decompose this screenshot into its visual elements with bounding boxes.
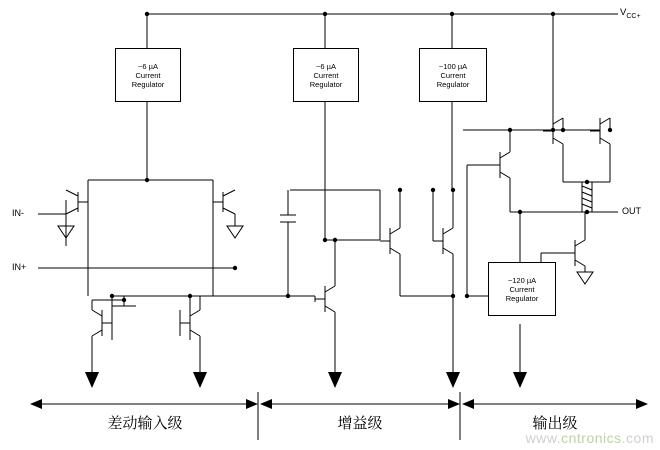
reg-line3: Regulator <box>131 79 165 89</box>
stage-output-label: 输出级 <box>532 415 578 432</box>
reg-line2: Current <box>135 70 161 80</box>
reg-line3: Regulator <box>436 79 470 89</box>
watermark-prefix: www. <box>525 430 562 446</box>
vcc-subscript: CC+ <box>626 12 641 20</box>
vcc-label <box>620 7 641 20</box>
reg-line2: Current <box>440 70 466 80</box>
watermark-name: cntronics <box>561 430 622 446</box>
current-regulator-100ua[interactable] <box>419 48 487 102</box>
stage-differential-input-label: 差动输入级 <box>107 415 183 432</box>
reg-line1: ~100 µA <box>438 61 468 71</box>
current-regulator-6ua-gain[interactable] <box>293 48 359 102</box>
input-plus-label: IN+ <box>12 262 27 272</box>
reg-line1: ~6 µA <box>138 61 158 71</box>
watermark <box>526 430 654 446</box>
current-regulator-6ua-input[interactable] <box>115 48 181 102</box>
reg-line2: Current <box>313 70 339 80</box>
reg-line3: Regulator <box>309 79 343 89</box>
input-minus-label: IN- <box>12 208 24 218</box>
watermark-suffix: .com <box>621 430 654 446</box>
reg-line1: ~120 µA <box>507 275 537 285</box>
reg-line2: Current <box>509 284 535 294</box>
reg-line3: Regulator <box>505 293 539 303</box>
vcc-text: V <box>620 7 627 18</box>
output-label: OUT <box>622 206 641 216</box>
current-regulator-120ua[interactable] <box>488 262 556 316</box>
reg-line1: ~6 µA <box>316 61 336 71</box>
stage-gain-label: 增益级 <box>337 415 383 432</box>
